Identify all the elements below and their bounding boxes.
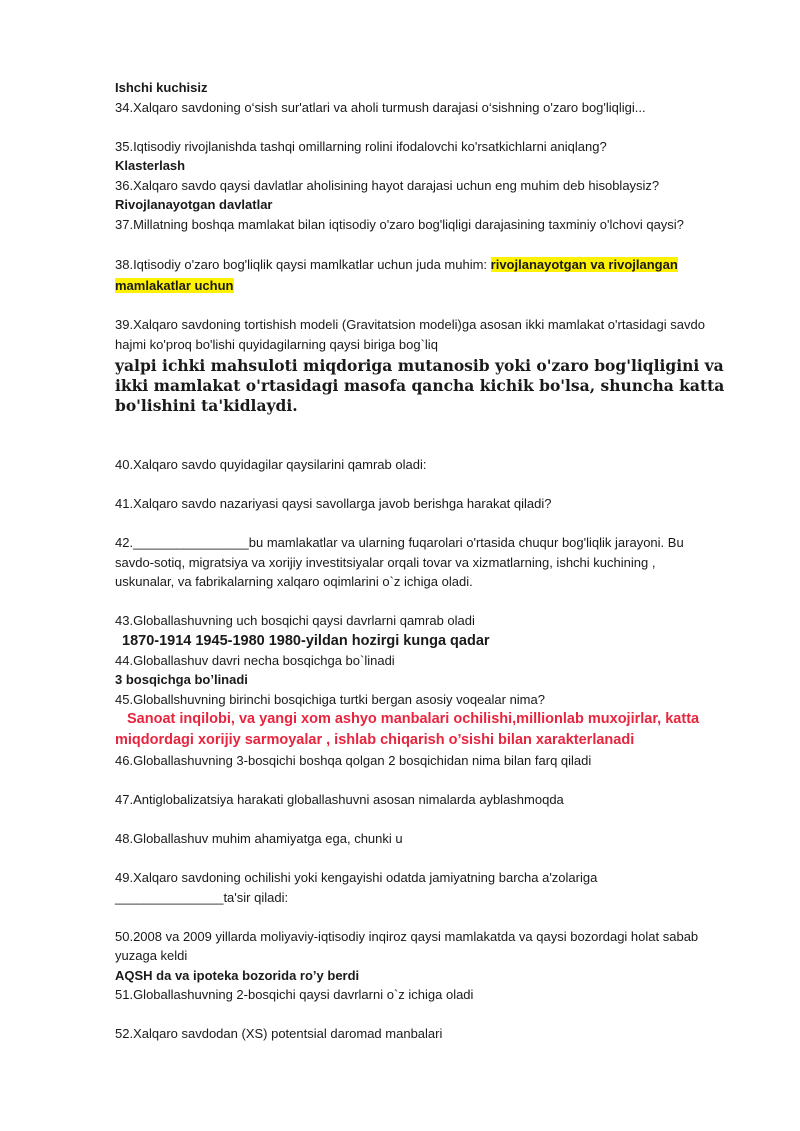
question-42-line2: savdo-sotiq, migratsiya va xorijiy investitsiyalar orqali tovar va xizmatlarning, ishchi kuchining , xyxy=(115,554,656,570)
question-42-line3: uskunalar, va fabrikalarning xalqaro oqimlarini o`z ichiga oladi. xyxy=(115,574,473,589)
question-37: 37.Millatning boshqa mamlakat bilan iqtisodiy o'zaro bog'liqligi darajasining taxminiy o'lchovi qaysi? xyxy=(115,216,684,232)
question-49-line2: _______________ta'sir qiladi: xyxy=(115,889,289,905)
answer-43: 1870-1914 1945-1980 1980-yildan hozirgi kunga qadar xyxy=(122,632,490,649)
answer-44: 3 bosqichga bo’linadi xyxy=(115,672,248,687)
question-52: 52.Xalqaro savdodan (XS) potentsial daromad manbalari xyxy=(115,1026,443,1041)
question-42-line1: 42.________________bu mamlakatlar va ularning fuqarolari o'rtasida chuqur bog'liqlik jarayoni. Bu xyxy=(115,535,684,550)
question-39-line2: hajmi ko'proq bo'lishi quyidagilarning qaysi biriga bog`liq xyxy=(115,336,438,352)
question-40: 40.Xalqaro savdo quyidagilar qaysilarini qamrab oladi: xyxy=(115,457,427,472)
question-48: 48.Globallashuv muhim ahamiyatga ega, chunki u xyxy=(115,831,403,846)
question-46: 46.Globallashuvning 3-bosqichi boshqa qolgan 2 bosqichidan nima bilan farq qiladi xyxy=(115,753,592,768)
question-49-line1: 49.Xalqaro savdoning ochilishi yoki kengayishi odatda jamiyatning barcha a'zolariga xyxy=(115,870,598,885)
answer-36: Rivojlanayotgan davlatlar xyxy=(115,197,273,212)
question-35: 35.Iqtisodiy rivojlanishda tashqi omillarning rolini ifodalovchi ko'rsatkichlarni aniqlang? xyxy=(115,138,607,154)
answer-38-highlight: rivojlanayotgan va rivojlangan xyxy=(490,256,678,272)
answer-line: Ishchi kuchisiz xyxy=(115,80,208,95)
answer-39: yalpi ichki mahsuloti miqdoriga mutanosib yoki o'zaro bog'liqligini va ikki mamlakat o'rtasidagi masofa qancha kichik bo'lsa, shuncha katta bo'lishini ta'kidlaydi. xyxy=(115,356,725,415)
question-51: 51.Globallashuvning 2-bosqichi qaysi davrlarni o`z ichiga oladi xyxy=(115,987,474,1002)
question-38 xyxy=(115,254,740,275)
question-34: 34.Xalqaro savdoning o‘sish sur'atlari va aholi turmush darajasi o‘sishning o'zaro bog'liqligi... xyxy=(115,99,646,115)
question-44: 44.Globallashuv davri necha bosqichga bo`linadi xyxy=(115,652,395,668)
answer-45-line2: miqdordagi xorijiy sarmoyalar , ishlab chiqarish o’sishi bilan xarakterlanadi xyxy=(115,732,635,748)
question-39-line1: 39.Xalqaro savdoning tortishish modeli (Gravitatsion modeli)ga asosan ikki mamlakat o'rtasidagi savdo xyxy=(115,317,705,332)
question-36: 36.Xalqaro savdo qaysi davlatlar aholisining hayot darajasi uchun eng muhim deb hisoblaysiz? xyxy=(115,177,660,193)
answer-38-highlight-2: mamlakatlar uchun xyxy=(115,277,234,293)
question-41: 41.Xalqaro savdo nazariyasi qaysi savollarga javob berishga harakat qiladi? xyxy=(115,496,552,511)
question-50-line1: 50.2008 va 2009 yillarda moliyaviy-iqtisodiy inqiroz qaysi mamlakatda va qaysi bozordagi holat sabab xyxy=(115,928,699,944)
question-43: 43.Globallashuvning uch bosqichi qaysi davrlarni qamrab oladi xyxy=(115,613,475,628)
answer-38-continued xyxy=(115,275,740,296)
question-47: 47.Antiglobalizatsiya harakati globallashuvni asosan nimalarda ayblashmoqda xyxy=(115,792,564,807)
answer-50: AQSH da va ipoteka bozorida ro’y berdi xyxy=(115,967,360,983)
answer-35: Klasterlash xyxy=(115,158,186,173)
question-45: 45.Globallshuvning birinchi bosqichiga turtki bergan asosiy voqealar nima? xyxy=(115,691,545,707)
question-38-text: 38.Iqtisodiy o'zaro bog'liqlik qaysi mamlkatlar uchun juda muhim: xyxy=(115,256,491,272)
answer-45 xyxy=(115,709,740,751)
answer-45-line1: Sanoat inqilobi, va yangi xom ashyo manbalari ochilishi,millionlab muxojirlar, katta xyxy=(127,711,700,727)
question-50-line2: yuzaga keldi xyxy=(115,948,188,963)
